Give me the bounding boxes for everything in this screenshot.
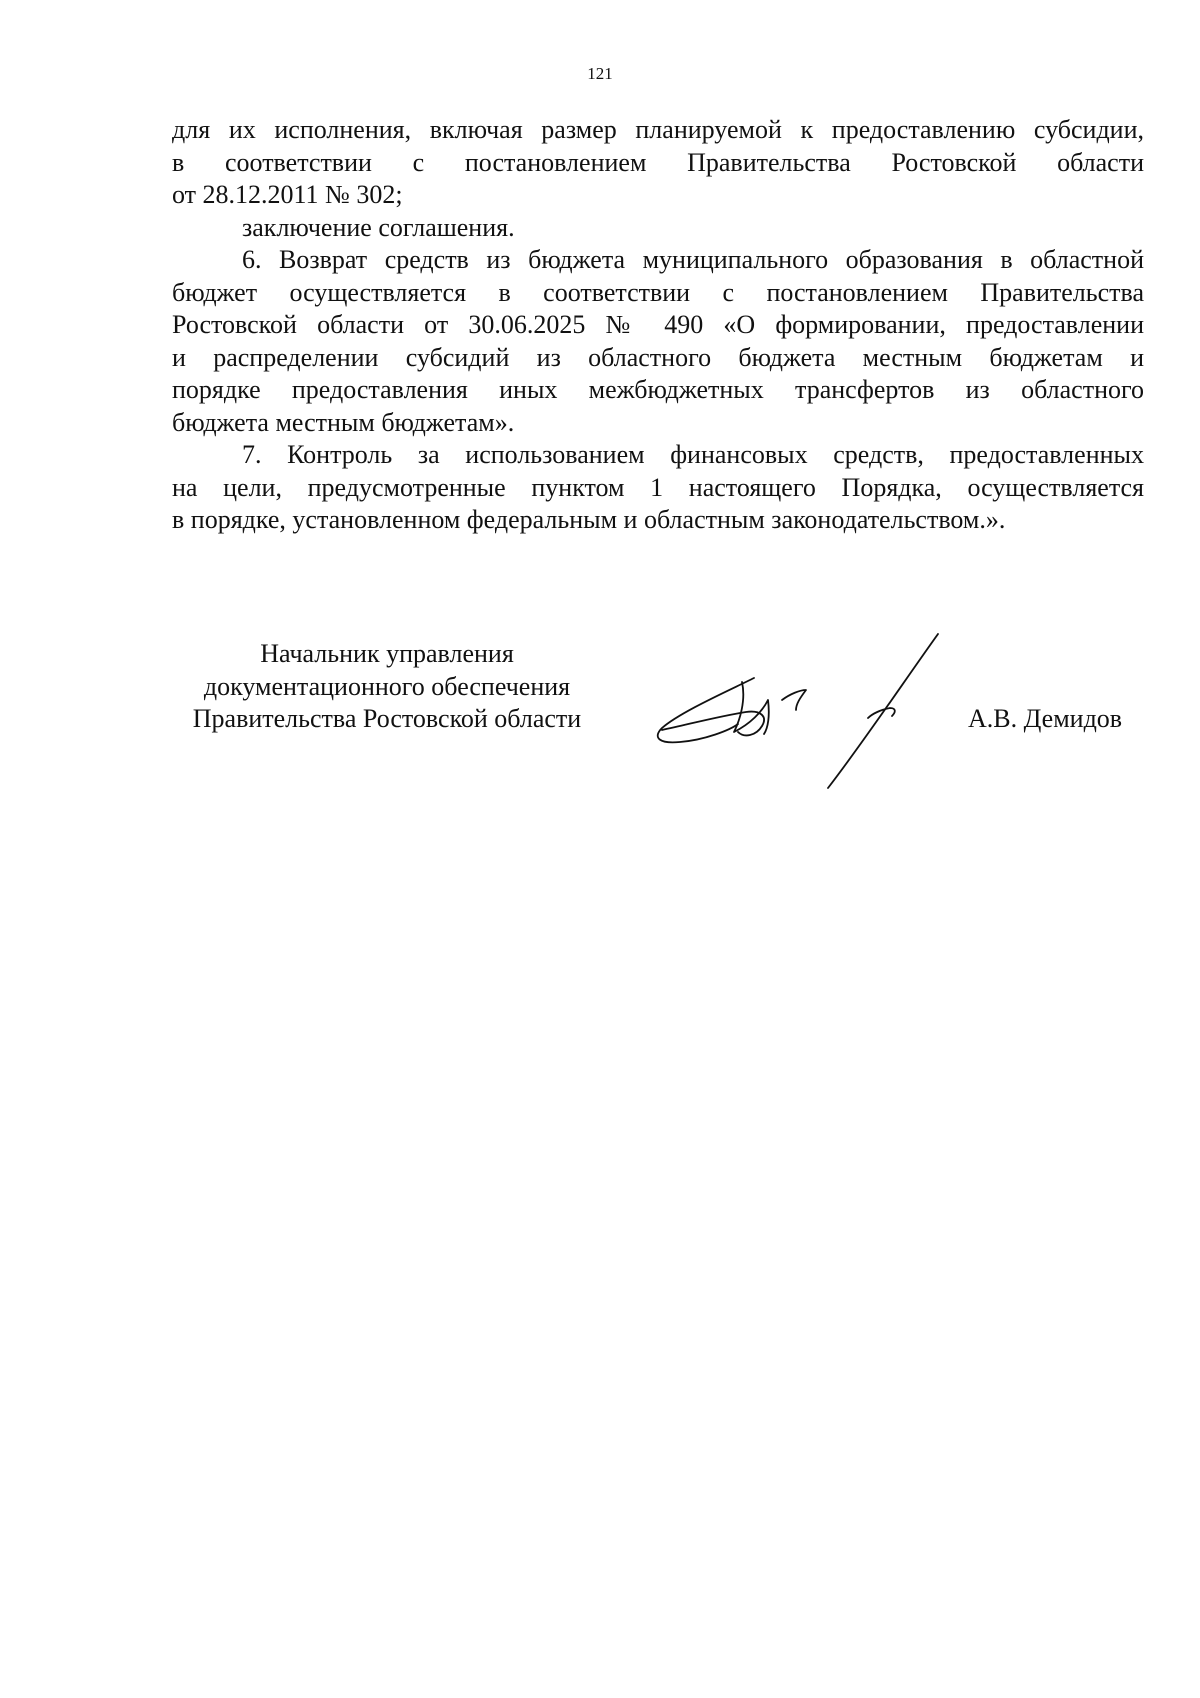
handwritten-signature-icon	[650, 620, 950, 790]
text-line: и распределении субсидий из областного бюджета местным бюджетам и	[172, 342, 1144, 372]
text-line: от 28.12.2011 № 302;	[172, 180, 403, 209]
paragraph-item-6	[172, 244, 1144, 439]
position-line: Начальник управления	[260, 639, 514, 668]
page-number: 121	[587, 64, 613, 83]
paragraph-agreement	[172, 212, 1144, 245]
signer-name: А.В. Демидов	[968, 704, 1123, 733]
text-line: заключение соглашения.	[242, 212, 515, 242]
paragraph-item-7	[172, 439, 1144, 537]
text-line: для их исполнения, включая размер планируемой к предоставлению субсидии,	[172, 115, 1144, 144]
paragraph-conditions-continued	[172, 114, 1144, 212]
text-line: Ростовской области от 30.06.2025 № 490 «О формировании, предоставлении	[172, 310, 1144, 339]
text-line: 7. Контроль за использованием финансовых средств, предоставленных	[242, 440, 1144, 469]
text-line: на цели, предусмотренные пунктом 1 настоящего Порядка, осуществляется	[172, 472, 1144, 502]
position-line: документационного обеспечения	[203, 671, 571, 701]
document-body	[172, 114, 1144, 537]
position-line: Правительства Ростовской области	[192, 704, 582, 733]
text-line: в соответствии с постановлением Правительства Ростовской области	[172, 147, 1144, 177]
text-line: бюджета местным бюджетам».	[172, 407, 515, 437]
text-line: порядке предоставления иных межбюджетных трансфертов из областного	[172, 375, 1144, 404]
signatory-position	[172, 638, 602, 736]
text-line: 6. Возврат средств из бюджета муниципального образования в областной	[242, 245, 1144, 274]
text-line: в порядке, установленном федеральным и областным законодательством.».	[172, 505, 1006, 534]
text-line: бюджет осуществляется в соответствии с постановлением Правительства	[172, 277, 1144, 307]
